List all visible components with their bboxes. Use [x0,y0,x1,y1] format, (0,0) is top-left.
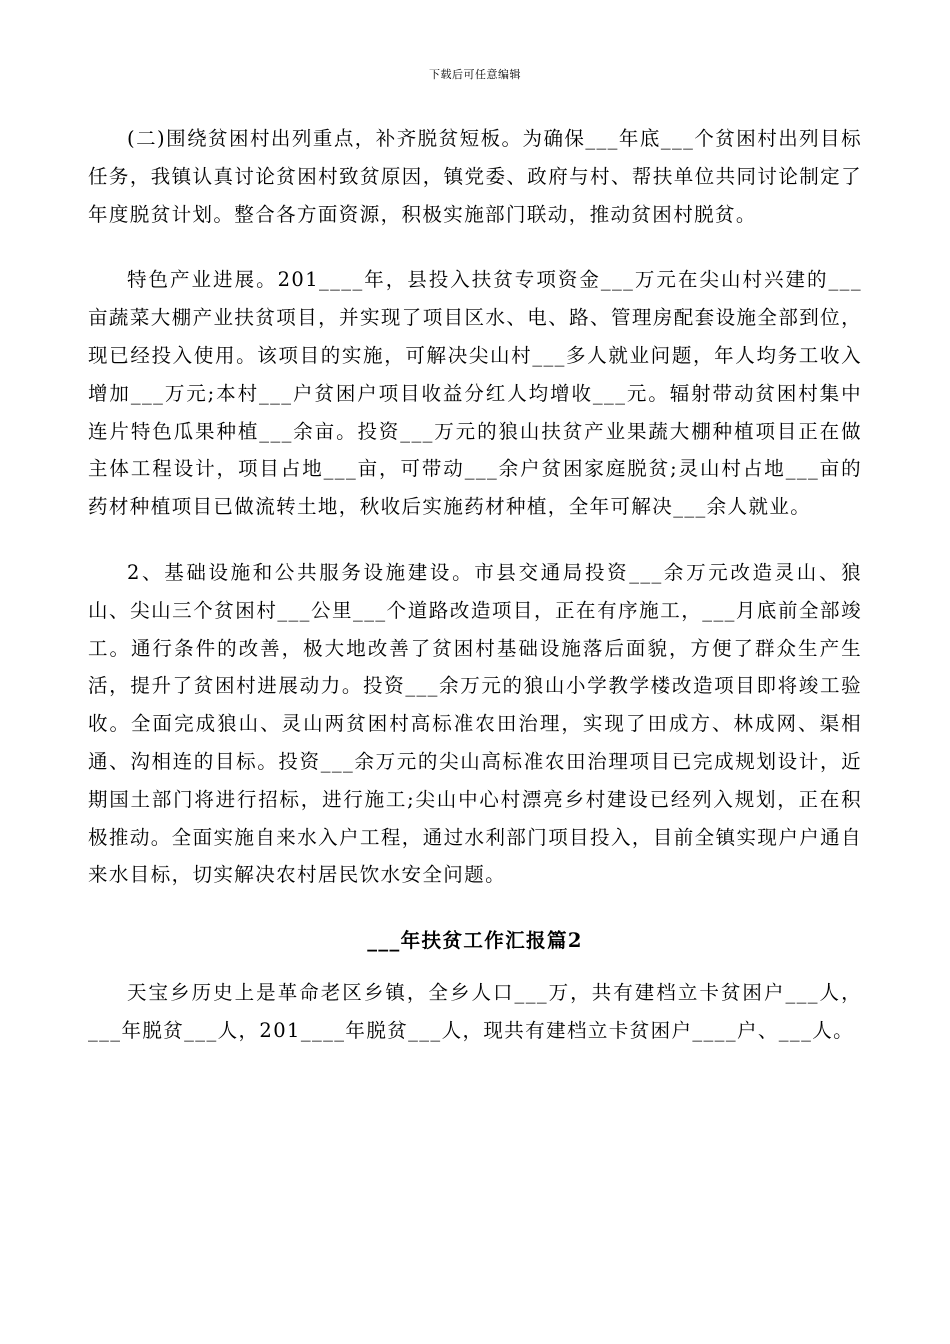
paragraph-tianbao-overview: 天宝乡历史上是革命老区乡镇，全乡人口___万，共有建档立卡贫困户___人，___年脱贫___人，201____年脱贫___人，现共有建档立卡贫困户____户、___人。 [88,980,862,1042]
section-title: ___年扶贫工作汇报篇2 [367,929,583,953]
paragraph-industry-progress: 特色产业进展。201____年，县投入扶贫专项资金___万元在尖山村兴建的___亩蔬菜大棚产业扶贫项目，并实现了项目区水、电、路、管理房配套设施全部到位，现已经投入使用。该项目的实施，可解决尖山村___多人就业问题，年人均务工收入增加___万元;本村___户贫困户项目收益分红人均增收___元。辐射带动贫困村集中连片特色瓜果种植___余亩。投资___万元的狼山扶贫产业果蔬大棚种植项目正在做主体工程设计，项目占地___亩，可带动___余户贫困家庭脱贫;灵山村占地___亩的药材种植项目已做流转土地，秋收后实施药材种植，全年可解决___余人就业。 [88,268,862,519]
page-header: 下载后可任意编辑 [429,68,521,81]
paragraph-poverty-villages: (二)围绕贫困村出列重点，补齐脱贫短板。为确保___年底___个贫困村出列目标任务，我镇认真讨论贫困村致贫原因，镇党委、政府与村、帮扶单位共同讨论制定了年度脱贫计划。整合各方面资源，积极实施部门联动，推动贫困村脱贫。 [88,127,862,226]
document-body [88,120,862,1078]
paragraph-infrastructure: 2、基础设施和公共服务设施建设。市县交通局投资___余万元改造灵山、狼山、尖山三个贫困村___公里___个道路改造项目，正在有序施工，___月底前全部竣工。通行条件的改善，极大地改善了贫困村基础设施落后面貌，方便了群众生产生活，提升了贫困村进展动力。投资___余万元的狼山小学教学楼改造项目即将竣工验收。全面完成狼山、灵山两贫困村高标准农田治理，实现了田成方、林成网、渠相通、沟相连的目标。投资___余万元的尖山高标准农田治理项目已完成规划设计，近期国土部门将进行招标，进行施工;尖山中心村漂亮乡村建设已经列入规划，正在积极推动。全面实施自来水入户工程，通过水利部门项目投入，目前全镇实现户户通自来水目标，切实解决农村居民饮水安全问题。 [88,560,862,887]
